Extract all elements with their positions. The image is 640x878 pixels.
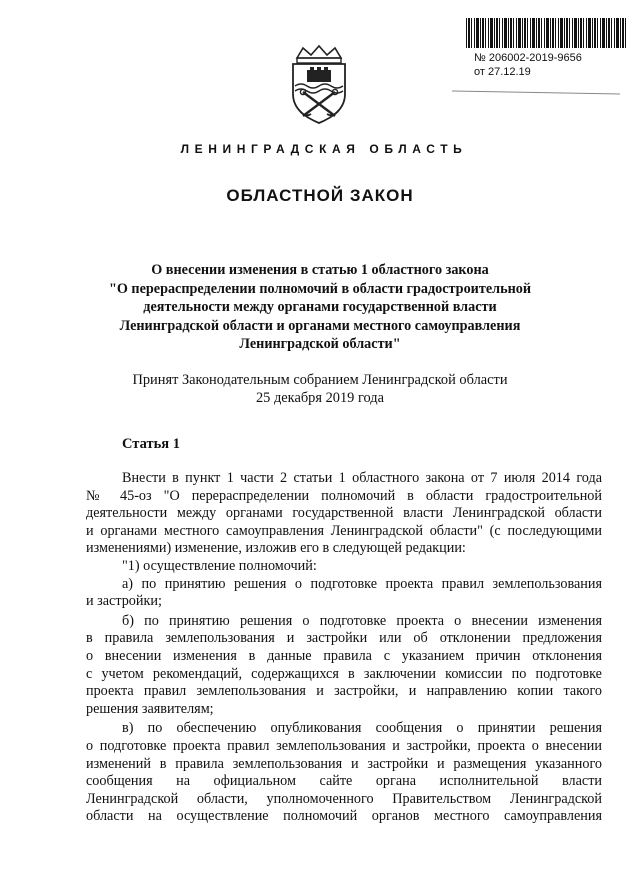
law-title: [80, 261, 560, 354]
registration-number: № 206002-2019-9656: [474, 52, 582, 64]
paragraph: [86, 613, 602, 719]
text-line: б) по принятию решения о подготовке проекта о внесении изменения: [122, 612, 602, 629]
stamp-underline: [452, 91, 620, 95]
paragraph: [86, 470, 602, 558]
text-line: а) по принятию решения о подготовке проекта правил землепользования: [122, 575, 602, 592]
law-title-line: О внесении изменения в статью 1 областного закона: [151, 262, 489, 278]
text-line: Внести в пункт 1 части 2 статьи 1 областного закона от 7 июля 2014 года: [122, 470, 602, 486]
text-line: "1) осуществление полномочий:: [122, 557, 317, 574]
text-line: и застройки;: [86, 593, 162, 610]
barcode: [466, 18, 626, 48]
text-line: изменений в правила землепользования и застройки и размещения указанного: [86, 755, 602, 772]
text-line: с учетом рекомендаций, содержащихся в заключении комиссии по подготовке: [86, 665, 602, 682]
text-line: о внесении изменения в данные правила с указанием причин отклонения: [86, 647, 602, 664]
article-heading: Статья 1: [122, 436, 180, 452]
coat-of-arms-icon: [283, 44, 355, 126]
law-title-line: Ленинградской области": [239, 336, 401, 352]
paragraph: [86, 558, 602, 576]
text-line: проекта правил землепользования и застройки, и направлению копии такого: [86, 683, 602, 700]
text-line: сообщения на официальном сайте органа исполнительной власти: [86, 773, 602, 790]
registration-date: от 27.12.19: [474, 66, 531, 78]
law-title-line: Ленинградской области и органами местного самоуправления: [119, 317, 521, 334]
adoption-body: Принят Законодательным собранием Ленинградской области: [132, 372, 508, 388]
registration-stamp: [474, 51, 634, 79]
article-body: [86, 470, 602, 826]
law-title-line: "О перераспределении полномочий в области градостроительной: [108, 280, 532, 297]
paragraph: [86, 576, 602, 611]
adoption-date: 25 декабря 2019 года: [255, 390, 384, 406]
text-line: № 45-оз "О перераспределении полномочий в области градостроительной: [86, 487, 602, 504]
law-title-line: деятельности между органами государственной власти: [143, 299, 497, 315]
paragraph: [86, 720, 602, 826]
text-line: в) по обеспечению опубликования сообщения о принятии решения: [122, 720, 602, 737]
document-type: ОБЛАСТНОЙ ЗАКОН: [226, 186, 414, 205]
text-line: изменениями) изменение, изложив его в следующей редакции:: [86, 540, 466, 557]
text-line: области на осуществление полномочий органов местного самоуправления: [86, 808, 602, 825]
text-line: деятельности между органами государственной власти Ленинградской области: [86, 505, 602, 522]
adoption-note: [80, 371, 560, 407]
text-line: Ленинградской области, уполномоченного Правительством Ленинградской: [86, 790, 602, 807]
text-line: и органами местного самоуправления Ленинградской области" (с последующими: [86, 522, 602, 539]
text-line: в правила землепользования и застройки или об отклонении предложения: [86, 630, 602, 647]
text-line: решения заявителям;: [86, 700, 214, 717]
region-name: ЛЕНИНГРАДСКАЯ ОБЛАСТЬ: [180, 142, 468, 156]
text-line: о подготовке проекта правил землепользования и застройки, проекта о внесении: [86, 737, 602, 754]
